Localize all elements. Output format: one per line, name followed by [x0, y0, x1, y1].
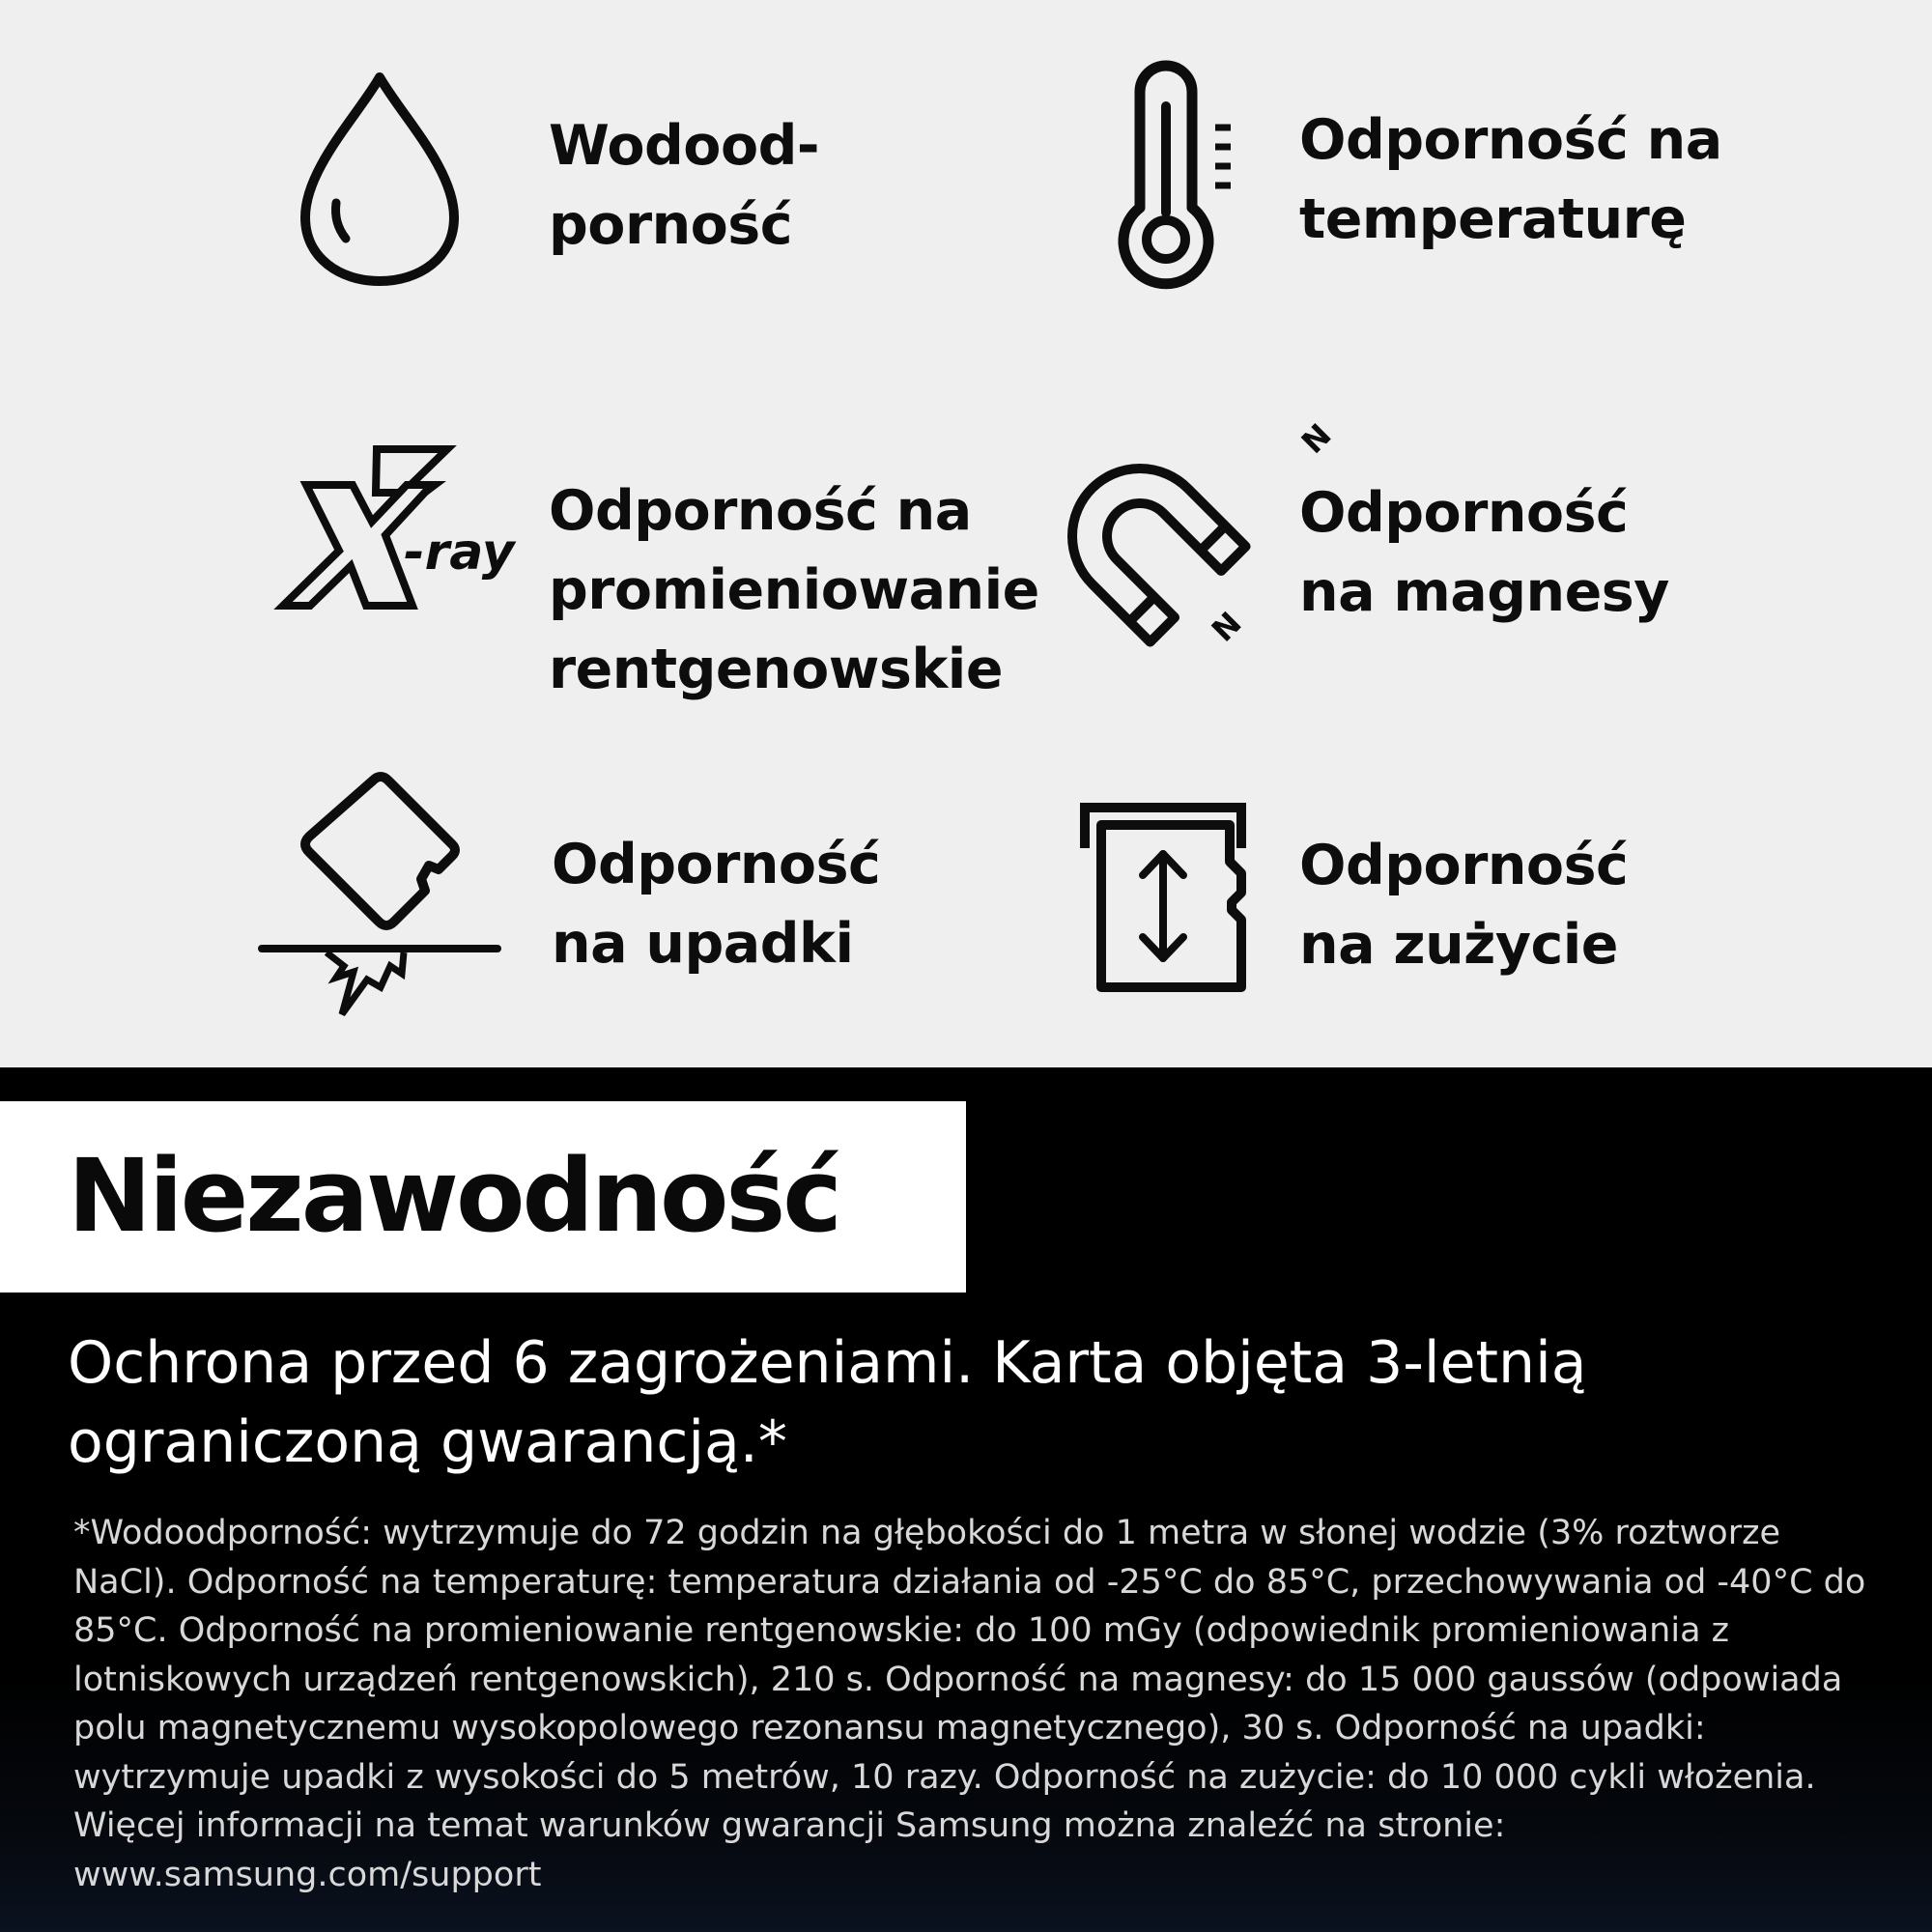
- feature-label-line: Odporność na: [549, 479, 972, 543]
- feature-label-wear: [1299, 826, 1628, 984]
- feature-label-line: Odporność na: [1299, 108, 1722, 172]
- feature-label-magnet: [1299, 473, 1669, 632]
- feature-label-line: Odporność: [1299, 834, 1629, 897]
- feature-label-line: na zużycie: [1299, 913, 1618, 977]
- card-insert-icon: [1077, 804, 1251, 997]
- water-drop-icon: [299, 72, 464, 285]
- feature-label-waterproof: [549, 106, 819, 265]
- feature-label-temperature: [1299, 100, 1722, 259]
- xray-icon: [275, 446, 526, 611]
- thermometer-icon: [1101, 68, 1236, 280]
- magnet-icon-label: N: [1204, 604, 1249, 649]
- feature-label-line: porność: [549, 193, 793, 257]
- xray-icon-text: -ray: [404, 524, 515, 582]
- subtitle: Ochrona przed 6 zagrożeniami. Karta objęta 3-letnią ograniczoną gwarancją.*: [68, 1329, 1587, 1476]
- feature-label-line: na upadki: [552, 912, 854, 976]
- footnote: *Wodoodporność: wytrzymuje do 72 godzin na głębokości do 1 metra w słonej wodzie (3% roztworze NaCl). Odporność na temperaturę: temperatura działania od -25°C do 85°C, przechowywania od -40°C do 85°C. Odporność na promieniowanie rentgenowskie: do 100 mGy (odpowiednik promieniowania z lotniskowych urządzeń rentgenowskich), 210 s. Odporność na magnesy: do 15 000 gaussów (odpowiada polu magnetycznemu wysokopolowego rezonansu magnetycznego), 30 s. Odporność na upadki: wytrzymuje upadki z wysokości do 5 metrów, 10 razy. Odporność na zużycie: do 10 000 cykli włożenia. Więcej informacji na temat warunków gwarancji Samsung można znaleźć na stronie: www.samsung.com/support: [73, 1514, 1866, 1894]
- feature-label-line: rentgenowskie: [549, 638, 1003, 701]
- magnet-icon: [1053, 416, 1339, 652]
- feature-label-line: promieniowanie: [549, 558, 1039, 622]
- magnet-icon-label: N: [1293, 416, 1339, 462]
- feature-label-drop: [552, 825, 880, 983]
- feature-label-line: na magnesy: [1299, 560, 1669, 624]
- feature-label-line: Odporność: [552, 833, 881, 896]
- feature-label-line: temperaturę: [1299, 187, 1687, 251]
- feature-label-xray: [549, 471, 1039, 709]
- feature-label-line: Odporność: [1299, 481, 1629, 545]
- feature-label-line: Wodood-: [549, 114, 820, 178]
- page-title: Niezawodność: [68, 1137, 839, 1255]
- drop-impact-icon: [259, 773, 500, 1019]
